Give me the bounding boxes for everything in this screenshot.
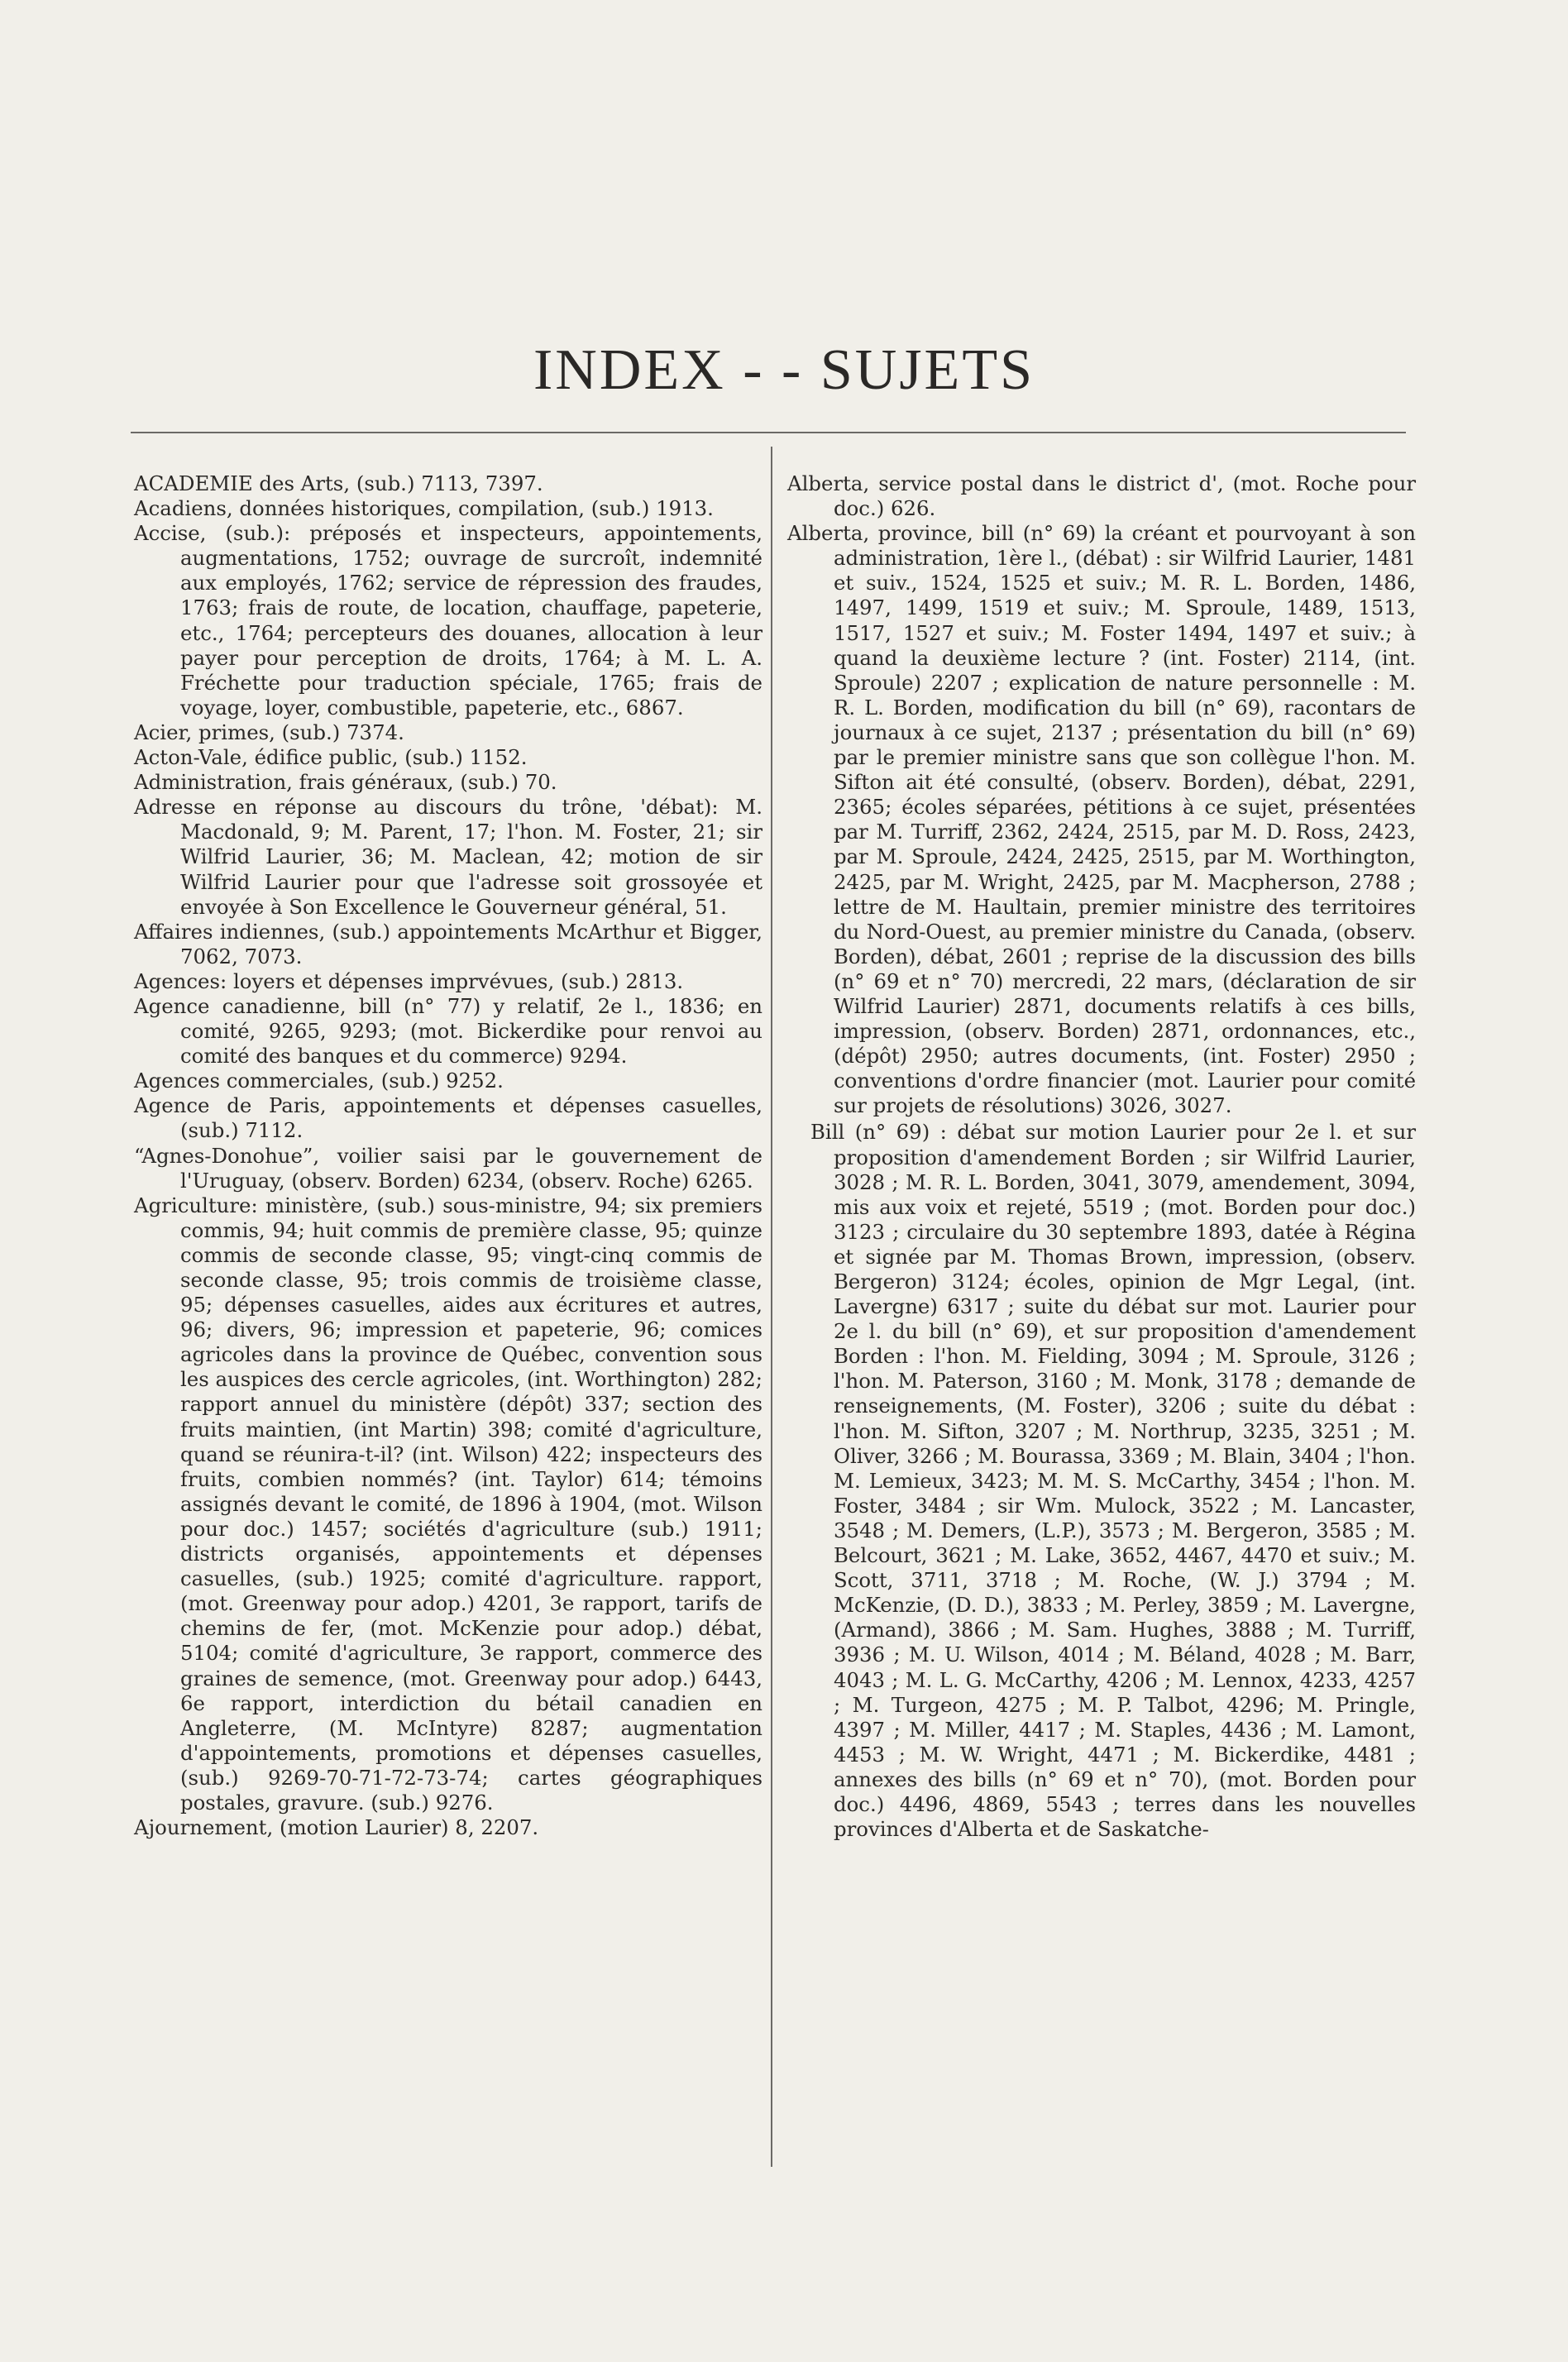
index-entry: Agences: loyers et dépenses imprvévues, (sub.) 2813.: [134, 968, 684, 993]
index-entry: Alberta, province, bill (n° 69) la créant et pourvoyant à son administration, 1ère l., (débat) : sir Wilfrid Laurier, 1481 et suiv., 1524, 1525 et suiv.; M. R. L. Borden, 1486, 1497, 1499, 1519 et suiv.; M. Sproule, 1489, 1513, 1517, 1527 et suiv.; M. Foster 1494, 1497 et suiv.; à quand la deuxième lecture ? (int. Foster) 2114, (int. Sproule) 2207 ; explication de nature personnelle : M. R. L. Borden, modification du bill (n° 69), racontars de journaux à ce sujet, 2137 ; présentation du bill (n° 69) par le premier ministre sans que son collègue l'hon. M. Sifton ait été consulté, (observ. Borden), débat, 2291, 2365; écoles séparées, pétitions à ce sujet, présentées par M. Turriff, 2362, 2424, 2515, par M. D. Ross, 2423, par M. Sproule, 2424, 2425, 2515, par M. Worthington, 2425, par M. Wright, 2425, par M. Macpherson, 2788 ; lettre de M. Haultain, premier ministre des territoires du Nord-Ouest, au premier ministre du Canada, (observ. Borden), débat, 2601 ; reprise de la discussion des bills (n° 69 et n° 70) mercredi, 22 mars, (déclaration de sir Wilfrid Laurier) 2871, documents relatifs à ces bills, impression, (observ. Borden) 2871, ordonnances, etc., (dépôt) 2950; autres documents, (int. Foster) 2950 ; conventions d'ordre financier (mot. Laurier pour comité sur projets de résolutions) 3026, 3027.: [787, 521, 1416, 1118]
title-rule: [131, 432, 1406, 433]
index-entry: Acadiens, données historiques, compilation, (sub.) 1913.: [134, 496, 714, 521]
index-entry: Acier, primes, (sub.) 7374.: [134, 720, 404, 744]
index-entry: Affaires indiennes, (sub.) appointements McArthur et Bigger, 7062, 7073.: [134, 919, 762, 968]
right-column: [787, 471, 1416, 1842]
index-entry: Accise, (sub.): préposés et inspecteurs, appointements, augmentations, 1752; ouvrage de surcroît, indemnité aux employés, 1762; service de répression des fraudes, 1763; frais de route, de location, chauffage, papeterie, etc., 1764; percepteurs des douanes, allocation à leur payer pour perception de droits, 1764; à M. L. A. Fréchette pour traduction spéciale, 1765; frais de voyage, loyer, combustible, papeterie, etc., 6867.: [134, 521, 762, 720]
index-entry: Adresse en réponse au discours du trône, 'débat): M. Macdonald, 9; M. Parent, 17; l'hon. M. Foster, 21; sir Wilfrid Laurier, 36; M. Maclean, 42; motion de sir Wilfrid Laurier pour que l'adresse soit grossoyée et envoyée à Son Excellence le Gouverneur général, 51.: [134, 795, 762, 919]
index-entry: Alberta, service postal dans le district d', (mot. Roche pour doc.) 626.: [787, 471, 1416, 521]
index-entry: Agence canadienne, bill (n° 77) y relatif, 2e l., 1836; en comité, 9265, 9293; (mot. Bickerdike pour renvoi au comité des banques et du commerce) 9294.: [134, 993, 762, 1069]
index-entry: Agence de Paris, appointements et dépenses casuelles, (sub.) 7112.: [134, 1093, 762, 1143]
page-title: INDEX - - SUJETS: [533, 338, 1035, 402]
index-entry: “Agnes-Donohue”, voilier saisi par le gouvernement de l'Uruguay, (observ. Borden) 6234, (observ. Roche) 6265.: [134, 1143, 762, 1193]
index-entry: Agences commerciales, (sub.) 9252.: [134, 1069, 504, 1093]
index-entry: Acton-Vale, édifice public, (sub.) 1152.: [134, 745, 528, 770]
column-divider: [771, 447, 772, 2167]
index-entry: Agriculture: ministère, (sub.) sous-ministre, 94; six premiers commis, 94; huit commis de première classe, 95; quinze commis de seconde classe, 95; vingt-cinq commis de seconde classe, 95; trois commis de troisième classe, 95; dépenses casuelles, aides aux écritures et autres, 96; divers, 96; impression et papeterie, 96; comices agricoles dans la province de Québec, convention sous les auspices des cercle agricoles, (int. Worthington) 282; rapport annuel du ministère (dépôt) 337; section des fruits maintien, (int Martin) 398; comité d'agriculture, quand se réunira-t-il? (int. Wilson) 422; inspecteurs des fruits, combien nommés? (int. Taylor) 614; témoins assignés devant le comité, de 1896 à 1904, (mot. Wilson pour doc.) 1457; sociétés d'agriculture (sub.) 1911; districts organisés, appointements et dépenses casuelles, (sub.) 1925; comité d'agriculture. rapport, (mot. Greenway pour adop.) 4201, 3e rapport, tarifs de chemins de fer, (mot. McKenzie pour adop.) débat, 5104; comité d'agriculture, 3e rapport, commerce des graines de semence, (mot. Greenway pour adop.) 6443, 6e rapport, interdiction du bétail canadien en Angleterre, (M. McIntyre) 8287; augmentation d'appointements, promotions et dépenses casuelles, (sub.) 9269-70-71-72-73-74; cartes géographiques postales, gravure. (sub.) 9276.: [134, 1193, 762, 1815]
index-entry: Administration, frais généraux, (sub.) 70.: [134, 770, 557, 795]
index-subentry: Bill (n° 69) : débat sur motion Laurier pour 2e l. et sur proposition d'amendement Borden ; sir Wilfrid Laurier, 3028 ; M. R. L. Borden, 3041, 3079, amendement, 3094, mis aux voix et rejeté, 5519 ; (mot. Borden pour doc.) 3123 ; circulaire du 30 septembre 1893, datée à Régina et signée par M. Thomas Brown, impression, (observ. Bergeron) 3124; écoles, opinion de Mgr Legal, (int. Lavergne) 6317 ; suite du débat sur mot. Laurier pour 2e l. du bill (n° 69), et sur proposition d'amendement Borden : l'hon. M. Fielding, 3094 ; M. Sproule, 3126 ; l'hon. M. Paterson, 3160 ; M. Monk, 3178 ; demande de renseignements, (M. Foster), 3206 ; suite du débat : l'hon. M. Sifton, 3207 ; M. Northrup, 3235, 3251 ; M. Oliver, 3266 ; M. Bourassa, 3369 ; M. Blain, 3404 ; l'hon. M. Lemieux, 3423; M. M. S. McCarthy, 3454 ; l'hon. M. Foster, 3484 ; sir Wm. Mulock, 3522 ; M. Lancaster, 3548 ; M. Demers, (L.P.), 3573 ; M. Bergeron, 3585 ; M. Belcourt, 3621 ; M. Lake, 3652, 4467, 4470 et suiv.; M. Scott, 3711, 3718 ; M. Roche, (W. J.) 3794 ; M. McKenzie, (D. D.), 3833 ; M. Perley, 3859 ; M. Lavergne, (Armand), 3866 ; M. Sam. Hughes, 3888 ; M. Turriff, 3936 ; M. U. Wilson, 4014 ; M. Béland, 4028 ; M. Barr, 4043 ; M. L. G. McCarthy, 4206 ; M. Lennox, 4233, 4257 ; M. Turgeon, 4275 ; M. P. Talbot, 4296; M. Pringle, 4397 ; M. Miller, 4417 ; M. Staples, 4436 ; M. Lamont, 4453 ; M. W. Wright, 4471 ; M. Bickerdike, 4481 ; annexes des bills (n° 69 et n° 70), (mot. Borden pour doc.) 4496, 4869, 5543 ; terres dans les nouvelles provinces d'Alberta et de Saskatche-: [810, 1120, 1416, 1842]
left-column: [134, 471, 762, 1840]
index-entry: Ajournement, (motion Laurier) 8, 2207.: [134, 1815, 539, 1840]
index-entry: ACADEMIE des Arts, (sub.) 7113, 7397.: [134, 471, 543, 495]
